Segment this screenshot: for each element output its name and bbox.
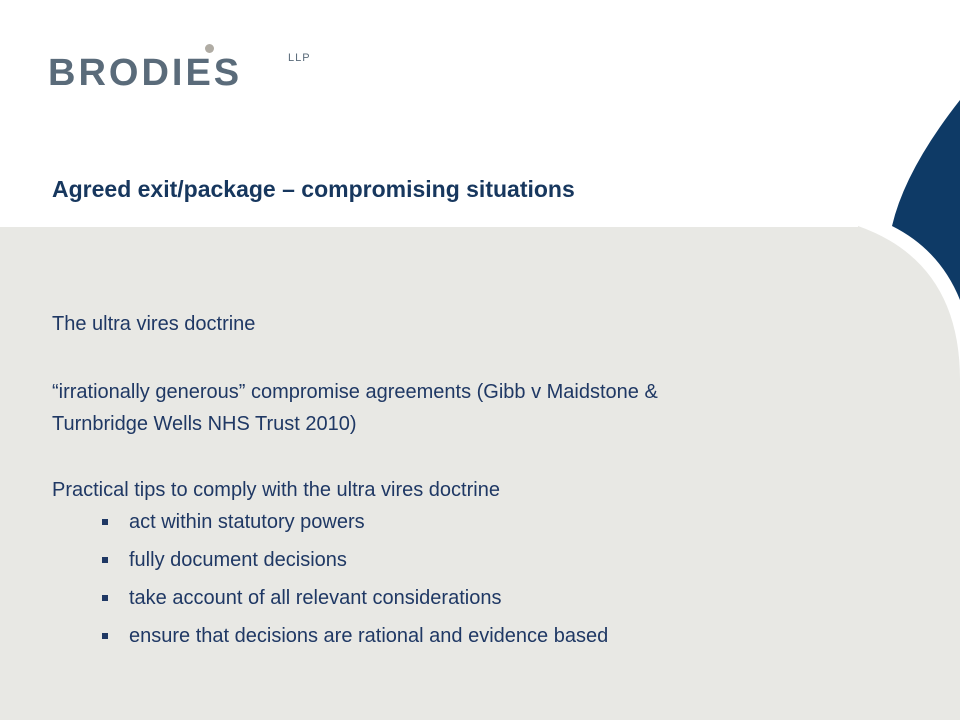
list-item bbox=[52, 544, 872, 582]
bullet-icon bbox=[102, 557, 108, 563]
paragraph-practical-tips: Practical tips to comply with the ultra vires doctrine bbox=[52, 479, 500, 501]
list-item bbox=[52, 582, 872, 620]
slide-title: Agreed exit/package – compromising situations bbox=[52, 176, 575, 202]
bullet-icon bbox=[102, 519, 108, 525]
slide-content bbox=[52, 308, 872, 658]
list-item-text: fully document decisions bbox=[129, 549, 347, 571]
list-item-text: take account of all relevant considerations bbox=[129, 587, 502, 609]
paragraph-ultra-vires: The ultra vires doctrine bbox=[52, 313, 256, 335]
logo-name: BRODIES bbox=[48, 52, 243, 94]
logo-suffix: LLP bbox=[288, 52, 311, 64]
list-item-text: ensure that decisions are rational and evidence based bbox=[129, 625, 609, 647]
paragraph-generous-line1: “irrationally generous” compromise agreements (Gibb v Maidstone & bbox=[52, 381, 658, 403]
list-item bbox=[52, 620, 872, 658]
list-item-text: act within statutory powers bbox=[129, 511, 365, 533]
paragraph-generous-line2: Turnbridge Wells NHS Trust 2010) bbox=[52, 413, 357, 435]
list-item bbox=[52, 506, 872, 544]
brodies-logo bbox=[48, 42, 328, 98]
tips-list bbox=[52, 506, 872, 658]
bullet-icon bbox=[102, 633, 108, 639]
bullet-icon bbox=[102, 595, 108, 601]
